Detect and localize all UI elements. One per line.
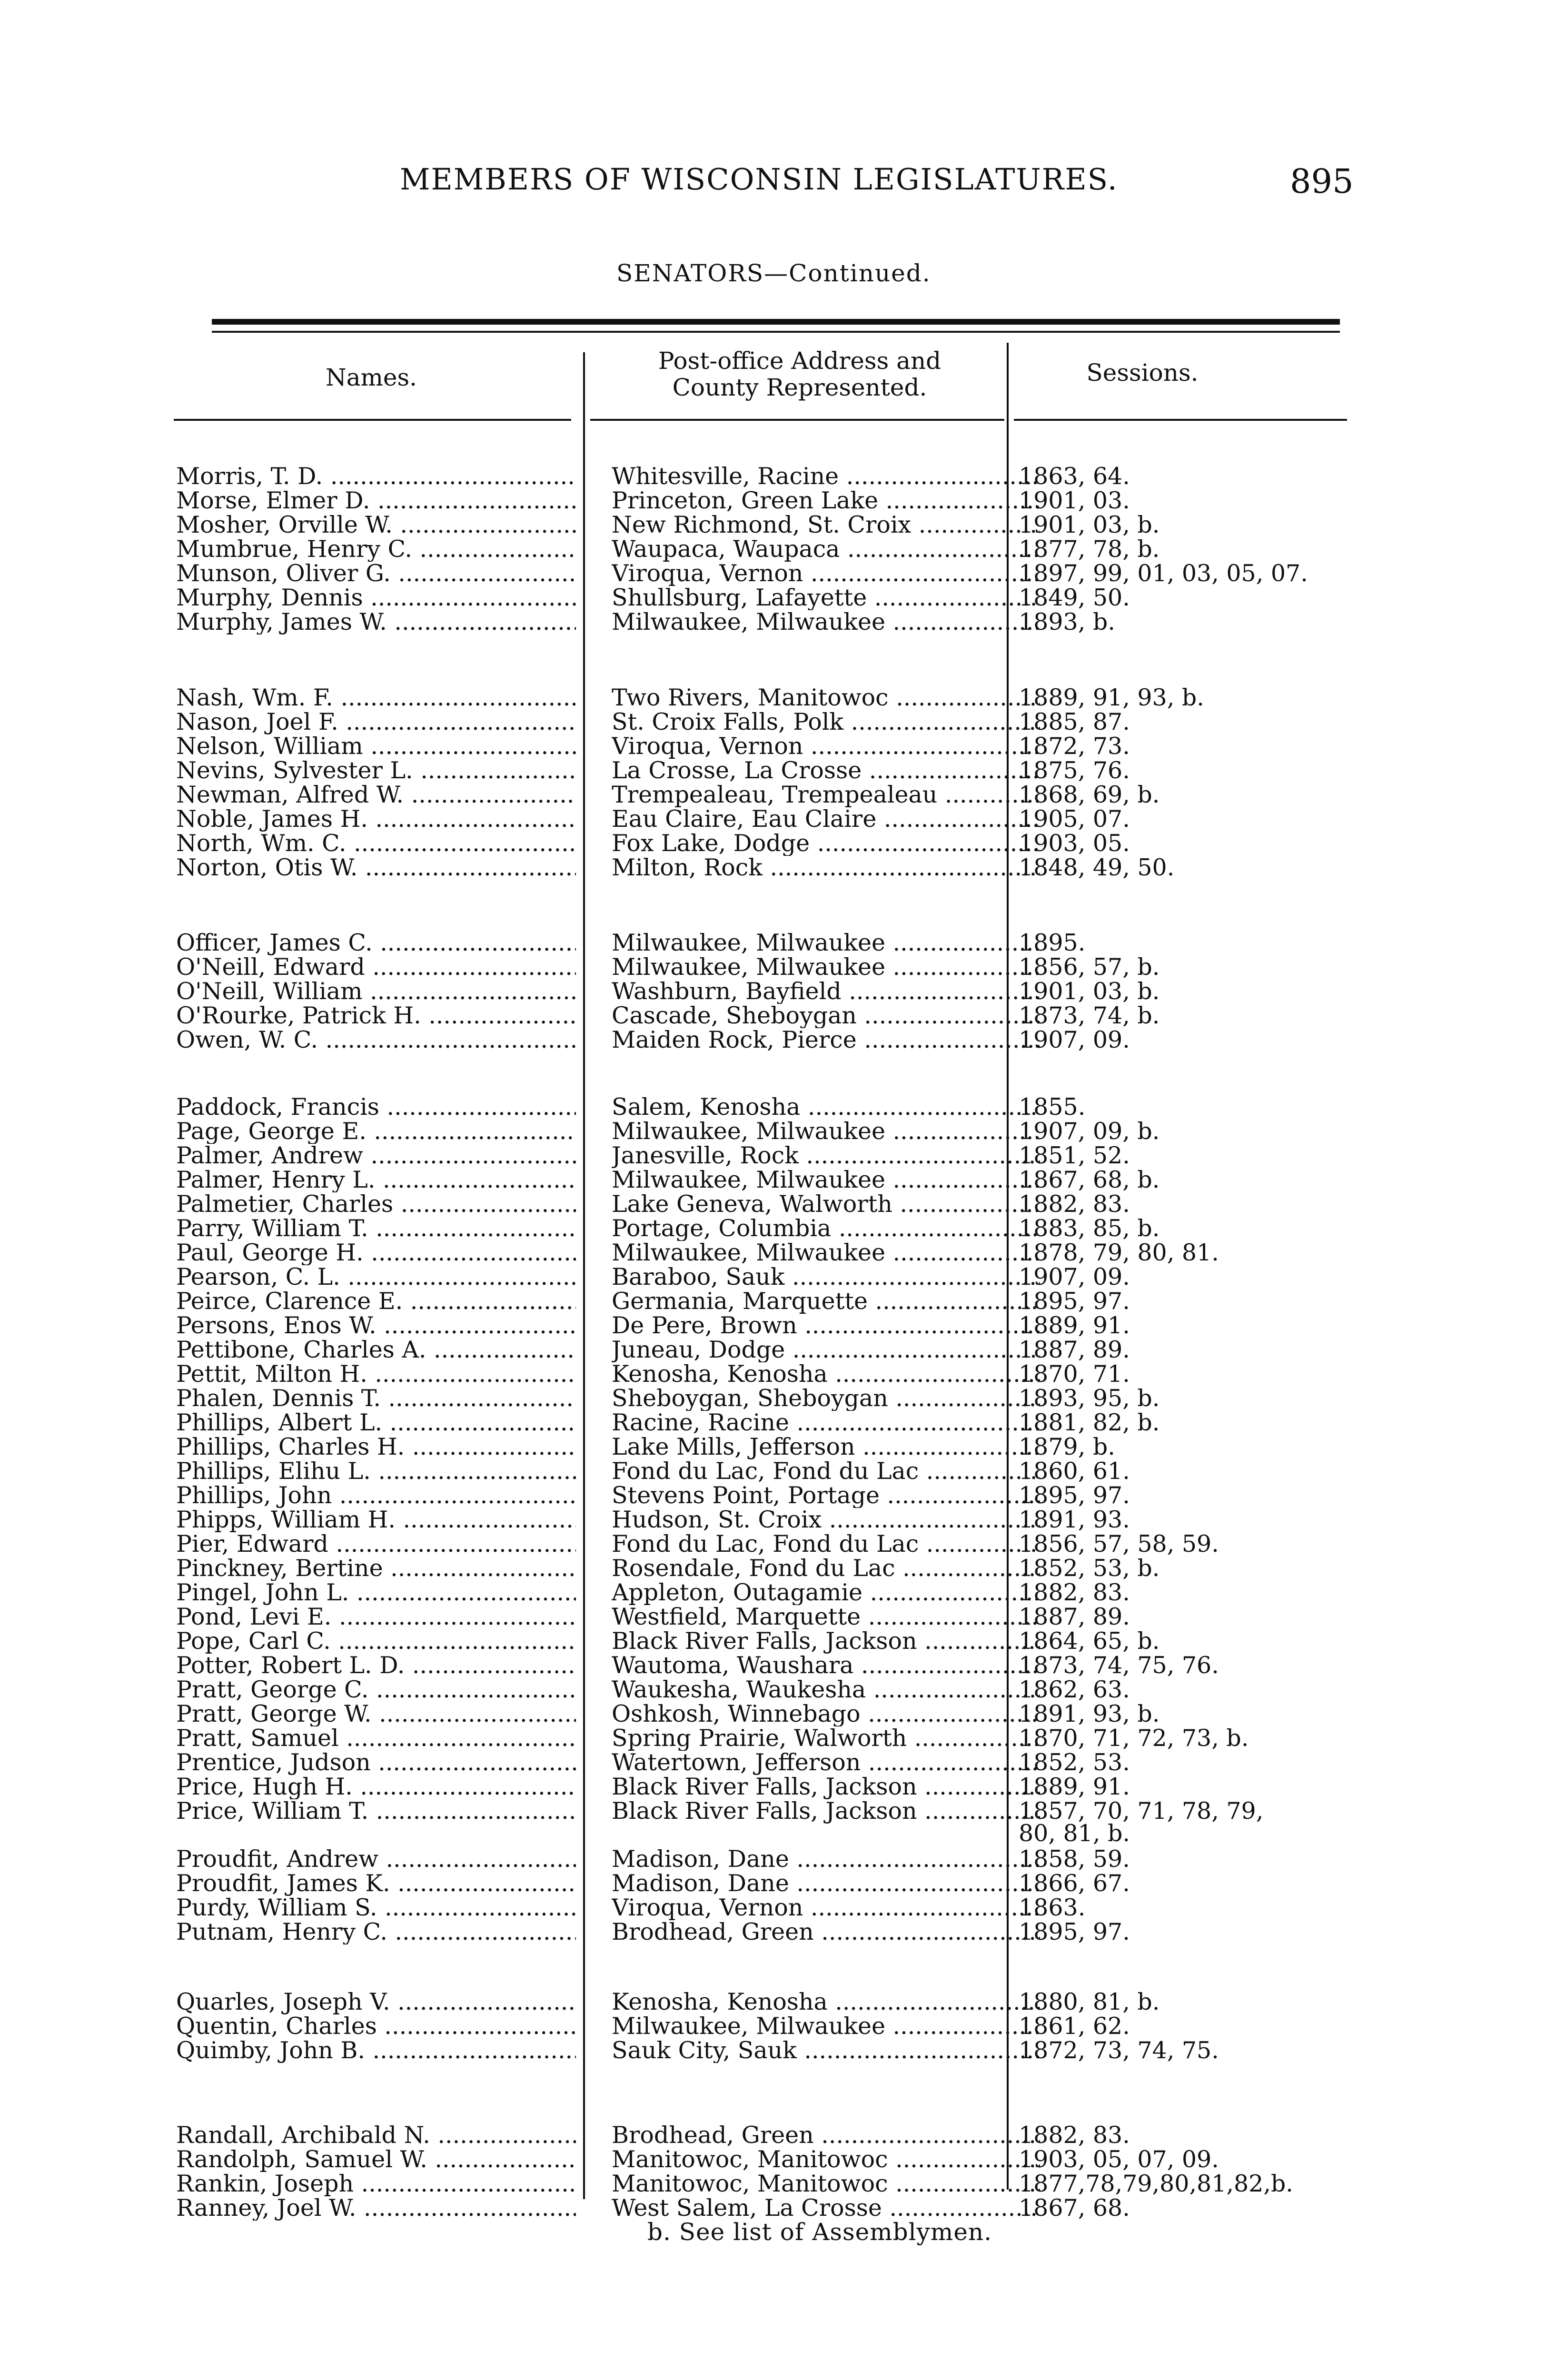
sessions: 1891, 93, b. bbox=[1019, 1700, 1160, 1727]
post-office-address: Milton, Rock ..... bbox=[612, 855, 1040, 880]
member-name: Morse, Elmer D. ..... bbox=[176, 488, 576, 513]
post-office-address: Westfield, Marquette ..... bbox=[612, 1605, 1040, 1629]
sessions: 1891, 93. bbox=[1019, 1506, 1130, 1533]
member-name: Pratt, Samuel ..... bbox=[176, 1726, 576, 1751]
post-office-address: Princeton, Green Lake ..... bbox=[612, 488, 1040, 513]
member-name: Peirce, Clarence E. ..... bbox=[176, 1289, 576, 1314]
sessions: 1863, 64. bbox=[1019, 463, 1130, 490]
header-rule-names bbox=[174, 419, 571, 421]
post-office-address: West Salem, La Crosse ..... bbox=[612, 2196, 1040, 2221]
post-office-address: Appleton, Outagamie ..... bbox=[612, 1580, 1040, 1605]
sessions: 1870, 71, 72, 73, b. bbox=[1019, 1725, 1249, 1752]
member-name: Pratt, George W. ..... bbox=[176, 1702, 576, 1726]
member-name: Nash, Wm. F. ..... bbox=[176, 685, 576, 710]
member-name: Phillips, Albert L. ..... bbox=[176, 1410, 576, 1435]
column-header-address-line2: County Represented. bbox=[672, 374, 927, 401]
post-office-address: Milwaukee, Milwaukee ..... bbox=[612, 931, 1040, 955]
member-name: Palmer, Andrew ..... bbox=[176, 1143, 576, 1168]
post-office-address: Stevens Point, Portage ..... bbox=[612, 1483, 1040, 1508]
post-office-address: Portage, Columbia ..... bbox=[612, 1216, 1040, 1241]
post-office-address: Madison, Dane ..... bbox=[612, 1847, 1040, 1872]
member-name: Phipps, William H. ..... bbox=[176, 1507, 576, 1532]
post-office-address: Spring Prairie, Walworth ..... bbox=[612, 1726, 1040, 1751]
member-name: Purdy, William S. ..... bbox=[176, 1895, 576, 1920]
column-header-sessions: Sessions. bbox=[1086, 359, 1199, 387]
top-rule-thin bbox=[212, 331, 1340, 333]
post-office-address: Cascade, Sheboygan ..... bbox=[612, 1003, 1040, 1028]
post-office-address: Milwaukee, Milwaukee ..... bbox=[612, 1119, 1040, 1144]
column-divider-1 bbox=[583, 352, 585, 2199]
post-office-address: Washburn, Bayfield ..... bbox=[612, 979, 1040, 1004]
sessions: 1858, 59. bbox=[1019, 1845, 1130, 1873]
member-name: Pinckney, Bertine ..... bbox=[176, 1556, 576, 1581]
member-name: O'Neill, William ..... bbox=[176, 979, 576, 1004]
post-office-address: Two Rivers, Manitowoc ..... bbox=[612, 685, 1040, 710]
member-name: Pearson, C. L. ..... bbox=[176, 1265, 576, 1289]
member-name: Price, William T. ..... bbox=[176, 1799, 576, 1824]
post-office-address: New Richmond, St. Croix ..... bbox=[612, 513, 1040, 537]
sessions: 1873, 74, b. bbox=[1019, 1002, 1160, 1029]
member-name: Randall, Archibald N. ..... bbox=[176, 2123, 576, 2148]
post-office-address: Oshkosh, Winnebago ..... bbox=[612, 1702, 1040, 1726]
post-office-address: Brodhead, Green ..... bbox=[612, 1920, 1040, 1944]
member-name: Proudfit, Andrew ..... bbox=[176, 1847, 576, 1872]
post-office-address: Hudson, St. Croix ..... bbox=[612, 1507, 1040, 1532]
sessions: 1867, 68, b. bbox=[1019, 1166, 1160, 1193]
post-office-address: Maiden Rock, Pierce ..... bbox=[612, 1028, 1040, 1052]
page-number: 895 bbox=[1290, 162, 1354, 201]
member-name: Quentin, Charles ..... bbox=[176, 2014, 576, 2039]
member-name: Paddock, Francis ..... bbox=[176, 1095, 576, 1120]
sessions: 1893, 95, b. bbox=[1019, 1385, 1160, 1412]
post-office-address: Sheboygan, Sheboygan ..... bbox=[612, 1386, 1040, 1411]
member-name: Pond, Levi E. ..... bbox=[176, 1605, 576, 1629]
sessions: 1897, 99, 01, 03, 05, 07. bbox=[1019, 560, 1308, 587]
post-office-address: Racine, Racine ..... bbox=[612, 1410, 1040, 1435]
post-office-address: Viroqua, Vernon ..... bbox=[612, 734, 1040, 759]
sessions: 1901, 03, b. bbox=[1019, 978, 1160, 1005]
sessions: 1882, 83. bbox=[1019, 1190, 1130, 1218]
sessions: 1907, 09. bbox=[1019, 1263, 1130, 1290]
post-office-address: Black River Falls, Jackson ..... bbox=[612, 1775, 1040, 1799]
sessions: 1895. bbox=[1019, 929, 1086, 956]
member-name: Quimby, John B. ..... bbox=[176, 2038, 576, 2063]
post-office-address: Waupaca, Waupaca ..... bbox=[612, 537, 1040, 562]
sessions: 1887, 89. bbox=[1019, 1336, 1130, 1363]
sessions: 1895, 97. bbox=[1019, 1918, 1130, 1945]
member-name: Morris, T. D. ..... bbox=[176, 464, 576, 489]
member-name: Nelson, William ..... bbox=[176, 734, 576, 759]
member-name: Murphy, James W. ..... bbox=[176, 610, 576, 635]
post-office-address: Fond du Lac, Fond du Lac ..... bbox=[612, 1459, 1040, 1484]
post-office-address: St. Croix Falls, Polk ..... bbox=[612, 710, 1040, 734]
sessions: 1860, 61. bbox=[1019, 1458, 1130, 1485]
post-office-address: Sauk City, Sauk ..... bbox=[612, 2038, 1040, 2063]
column-header-names: Names. bbox=[325, 364, 417, 391]
post-office-address: Trempealeau, Trempealeau ..... bbox=[612, 783, 1040, 807]
post-office-address: Viroqua, Vernon ..... bbox=[612, 561, 1040, 586]
sessions: 1873, 74, 75, 76. bbox=[1019, 1652, 1219, 1679]
member-name: Mosher, Orville W. ..... bbox=[176, 513, 576, 537]
member-name: Paul, George H. ..... bbox=[176, 1240, 576, 1265]
member-name: North, Wm. C. ..... bbox=[176, 831, 576, 856]
sessions: 1895, 97. bbox=[1019, 1482, 1130, 1509]
sessions: 1889, 91, 93, b. bbox=[1019, 684, 1204, 711]
post-office-address: Milwaukee, Milwaukee ..... bbox=[612, 955, 1040, 980]
member-name: Pettit, Milton H. ..... bbox=[176, 1362, 576, 1387]
sessions: 1875, 76. bbox=[1019, 757, 1130, 784]
post-office-address: Kenosha, Kenosha ..... bbox=[612, 1990, 1040, 2014]
header-rule-address bbox=[590, 419, 1004, 421]
post-office-address: Wautoma, Waushara ..... bbox=[612, 1653, 1040, 1678]
member-name: Potter, Robert L. D. ..... bbox=[176, 1653, 576, 1678]
member-name: Munson, Oliver G. ..... bbox=[176, 561, 576, 586]
sessions: 1907, 09, b. bbox=[1019, 1118, 1160, 1145]
sessions: 1866, 67. bbox=[1019, 1870, 1130, 1897]
sessions: 1907, 09. bbox=[1019, 1026, 1130, 1053]
post-office-address: Germania, Marquette ..... bbox=[612, 1289, 1040, 1314]
post-office-address: Whitesville, Racine ..... bbox=[612, 464, 1040, 489]
post-office-address: Milwaukee, Milwaukee ..... bbox=[612, 1240, 1040, 1265]
post-office-address: Madison, Dane ..... bbox=[612, 1871, 1040, 1896]
sessions: 1868, 69, b. bbox=[1019, 781, 1160, 808]
post-office-address: Milwaukee, Milwaukee ..... bbox=[612, 2014, 1040, 2039]
sessions: 1852, 53, b. bbox=[1019, 1555, 1160, 1582]
member-name: Newman, Alfred W. ..... bbox=[176, 783, 576, 807]
member-name: Pettibone, Charles A. ..... bbox=[176, 1338, 576, 1362]
sessions: 1857, 70, 71, 78, 79, bbox=[1019, 1797, 1264, 1825]
post-office-address: Black River Falls, Jackson ..... bbox=[612, 1799, 1040, 1824]
sessions: 1903, 05. bbox=[1019, 830, 1130, 857]
post-office-address: Fox Lake, Dodge ..... bbox=[612, 831, 1040, 856]
member-name: Phillips, Elihu L. ..... bbox=[176, 1459, 576, 1484]
member-name: Officer, James C. ..... bbox=[176, 931, 576, 955]
member-name: Pratt, George C. ..... bbox=[176, 1677, 576, 1702]
sessions: 1849, 50. bbox=[1019, 584, 1130, 611]
sessions: 1872, 73. bbox=[1019, 733, 1130, 760]
member-name: Palmetier, Charles ..... bbox=[176, 1192, 576, 1217]
member-name: Phalen, Dennis T. ..... bbox=[176, 1386, 576, 1411]
member-name: Quarles, Joseph V. ..... bbox=[176, 1990, 576, 2014]
member-name: Prentice, Judson ..... bbox=[176, 1750, 576, 1775]
column-header-address-line1: Post-office Address and bbox=[658, 347, 941, 375]
page-header bbox=[0, 162, 1546, 209]
sessions: 1855. bbox=[1019, 1093, 1086, 1121]
post-office-address: Waukesha, Waukesha ..... bbox=[612, 1677, 1040, 1702]
post-office-address: Manitowoc, Manitowoc ..... bbox=[612, 2147, 1040, 2172]
post-office-address: Milwaukee, Milwaukee ..... bbox=[612, 1168, 1040, 1192]
post-office-address: Salem, Kenosha ..... bbox=[612, 1095, 1040, 1120]
sessions: 1893, b. bbox=[1019, 608, 1115, 635]
member-name: Parry, William T. ..... bbox=[176, 1216, 576, 1241]
post-office-address: Eau Claire, Eau Claire ..... bbox=[612, 807, 1040, 832]
member-name: Page, George E. ..... bbox=[176, 1119, 576, 1144]
post-office-address: Baraboo, Sauk ..... bbox=[612, 1265, 1040, 1289]
member-name: Ranney, Joel W. ..... bbox=[176, 2196, 576, 2221]
sessions: 1867, 68. bbox=[1019, 2194, 1130, 2221]
sessions: 1861, 62. bbox=[1019, 2013, 1130, 2040]
sessions: 1870, 71. bbox=[1019, 1360, 1130, 1388]
post-office-address: Shullsburg, Lafayette ..... bbox=[612, 585, 1040, 610]
sessions: 1856, 57, 58, 59. bbox=[1019, 1530, 1219, 1557]
member-name: O'Neill, Edward ..... bbox=[176, 955, 576, 980]
sessions: 1863. bbox=[1019, 1894, 1086, 1921]
member-name: Phillips, John ..... bbox=[176, 1483, 576, 1508]
post-office-address: Lake Mills, Jefferson ..... bbox=[612, 1435, 1040, 1459]
post-office-address: Viroqua, Vernon ..... bbox=[612, 1895, 1040, 1920]
sessions-continued: 80, 81, b. bbox=[1019, 1820, 1130, 1847]
member-name: Randolph, Samuel W. ..... bbox=[176, 2147, 576, 2172]
running-title: MEMBERS OF WISCONSIN LEGISLATURES. bbox=[400, 162, 1118, 197]
post-office-address: De Pere, Brown ..... bbox=[612, 1313, 1040, 1338]
member-name: Nason, Joel F. ..... bbox=[176, 710, 576, 734]
post-office-address: Kenosha, Kenosha ..... bbox=[612, 1362, 1040, 1387]
sessions: 1882, 83. bbox=[1019, 1579, 1130, 1606]
sessions: 1905, 07. bbox=[1019, 805, 1130, 833]
sessions: 1851, 52. bbox=[1019, 1142, 1130, 1169]
sessions: 1878, 79, 80, 81. bbox=[1019, 1239, 1219, 1266]
member-name: Price, Hugh H. ..... bbox=[176, 1775, 576, 1799]
sessions: 1882, 83. bbox=[1019, 2122, 1130, 2149]
post-office-address: La Crosse, La Crosse ..... bbox=[612, 758, 1040, 783]
sessions: 1881, 82, b. bbox=[1019, 1409, 1160, 1436]
member-name: O'Rourke, Patrick H. ..... bbox=[176, 1003, 576, 1028]
member-name: Pope, Carl C. ..... bbox=[176, 1629, 576, 1654]
section-subtitle: SENATORS—Continued. bbox=[616, 259, 931, 287]
sessions: 1856, 57, b. bbox=[1019, 953, 1160, 981]
sessions: 1889, 91. bbox=[1019, 1773, 1130, 1800]
member-name: Norton, Otis W. ..... bbox=[176, 855, 576, 880]
member-name: Persons, Enos W. ..... bbox=[176, 1313, 576, 1338]
post-office-address: Black River Falls, Jackson ..... bbox=[612, 1629, 1040, 1654]
sessions: 1901, 03. bbox=[1019, 487, 1130, 514]
sessions: 1887, 89. bbox=[1019, 1603, 1130, 1630]
sessions: 1852, 53. bbox=[1019, 1749, 1130, 1776]
post-office-address: Watertown, Jefferson ..... bbox=[612, 1750, 1040, 1775]
sessions: 1883, 85, b. bbox=[1019, 1215, 1160, 1242]
column-header-address bbox=[590, 347, 1009, 401]
member-name: Phillips, Charles H. ..... bbox=[176, 1435, 576, 1459]
member-name: Owen, W. C. ..... bbox=[176, 1028, 576, 1052]
sessions: 1885, 87. bbox=[1019, 708, 1130, 735]
sessions: 1889, 91. bbox=[1019, 1312, 1130, 1339]
sessions: 1903, 05, 07, 09. bbox=[1019, 2146, 1219, 2173]
member-name: Noble, James H. ..... bbox=[176, 807, 576, 832]
sessions: 1864, 65, b. bbox=[1019, 1627, 1160, 1655]
post-office-address: Fond du Lac, Fond du Lac ..... bbox=[612, 1532, 1040, 1557]
member-name: Pier, Edward ..... bbox=[176, 1532, 576, 1557]
member-name: Putnam, Henry C. ..... bbox=[176, 1920, 576, 1944]
member-name: Palmer, Henry L. ..... bbox=[176, 1168, 576, 1192]
post-office-address: Janesville, Rock ..... bbox=[612, 1143, 1040, 1168]
header-rule-sessions bbox=[1014, 419, 1347, 421]
member-name: Murphy, Dennis ..... bbox=[176, 585, 576, 610]
member-name: Proudfit, James K. ..... bbox=[176, 1871, 576, 1896]
sessions: 1848, 49, 50. bbox=[1019, 854, 1175, 881]
sessions: 1880, 81, b. bbox=[1019, 1988, 1160, 2015]
sessions: 1879, b. bbox=[1019, 1433, 1115, 1460]
post-office-address: Milwaukee, Milwaukee ..... bbox=[612, 610, 1040, 635]
sessions: 1877,78,79,80,81,82,b. bbox=[1019, 2170, 1293, 2197]
post-office-address: Lake Geneva, Walworth ..... bbox=[612, 1192, 1040, 1217]
member-name: Nevins, Sylvester L. ..... bbox=[176, 758, 576, 783]
top-rule bbox=[212, 319, 1340, 325]
member-name: Mumbrue, Henry C. ..... bbox=[176, 537, 576, 562]
post-office-address: Rosendale, Fond du Lac ..... bbox=[612, 1556, 1040, 1581]
post-office-address: Juneau, Dodge ..... bbox=[612, 1338, 1040, 1362]
sessions: 1895, 97. bbox=[1019, 1288, 1130, 1315]
sessions: 1877, 78, b. bbox=[1019, 536, 1160, 563]
footnote: b. See list of Assemblymen. bbox=[647, 2218, 992, 2246]
sessions: 1872, 73, 74, 75. bbox=[1019, 2037, 1219, 2064]
sessions: 1901, 03, b. bbox=[1019, 511, 1160, 538]
member-name: Rankin, Joseph ..... bbox=[176, 2172, 576, 2196]
post-office-address: Manitowoc, Manitowoc ..... bbox=[612, 2172, 1040, 2196]
post-office-address: Brodhead, Green ..... bbox=[612, 2123, 1040, 2148]
sessions: 1862, 63. bbox=[1019, 1676, 1130, 1703]
member-name: Pingel, John L. ..... bbox=[176, 1580, 576, 1605]
